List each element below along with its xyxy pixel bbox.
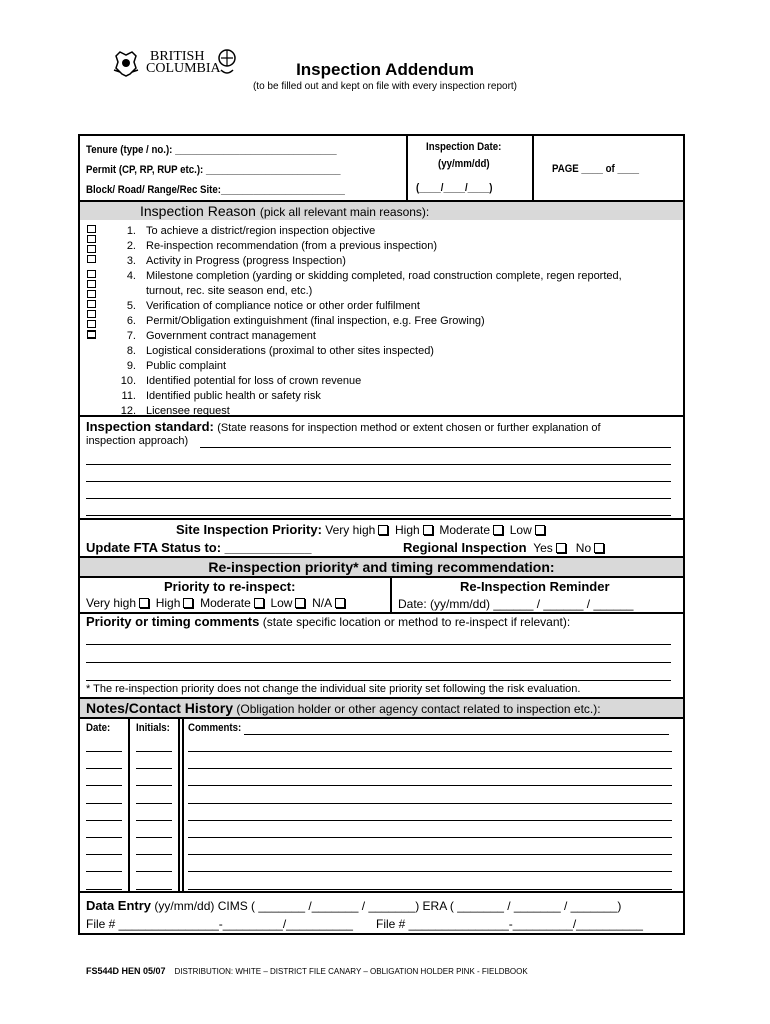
reason-item — [112, 239, 622, 254]
reason-number: 8. — [126, 345, 136, 357]
divider — [80, 518, 683, 520]
reason-list — [112, 224, 622, 419]
opt-low: Low — [270, 596, 293, 610]
reason-text: Permit/Obligation extinguishment (final inspection, e.g. Free Growing) — [146, 315, 485, 327]
data-entry-row — [86, 898, 621, 913]
checkbox-high[interactable] — [183, 598, 193, 608]
reason-heading-title: Inspection Reason — [140, 203, 256, 219]
reason-item — [112, 329, 622, 344]
reason-item — [112, 284, 622, 299]
reason-text: To achieve a district/region inspection objective — [146, 225, 376, 237]
write-line[interactable] — [86, 481, 671, 482]
form-code: FS544D HEN 05/07 — [86, 966, 166, 976]
write-line[interactable] — [86, 662, 671, 663]
reason-number — [112, 284, 136, 299]
write-line[interactable] — [86, 498, 671, 499]
reason-number: 3. — [126, 255, 136, 267]
page-title: Inspection Addendum — [296, 60, 474, 79]
notes-write-line[interactable] — [188, 768, 672, 769]
page-subtitle: (to be filled out and kept on file with every inspection report) — [252, 81, 518, 92]
notes-write-line[interactable] — [188, 889, 672, 890]
inspection-form — [78, 134, 685, 935]
reason-number: 12. — [120, 405, 136, 417]
divider — [80, 576, 683, 578]
checkbox-no[interactable] — [594, 543, 604, 553]
notes-write-line[interactable] — [86, 803, 122, 804]
notes-write-line[interactable] — [188, 751, 672, 752]
opt-high: High — [155, 596, 181, 610]
notes-heading — [86, 700, 601, 716]
reinspect-options — [86, 596, 345, 610]
notes-write-line[interactable] — [188, 854, 672, 855]
reason-number: 6. — [126, 315, 136, 327]
standard-note: (State reasons for inspection method or extent chosen or further explanation of — [217, 422, 601, 434]
tenure-field[interactable]: Tenure (type / no.): ______________________________ — [86, 144, 337, 156]
opt-na: N/A — [312, 596, 333, 610]
reason-item — [112, 254, 622, 269]
form-footer — [86, 966, 528, 976]
divider — [178, 717, 180, 891]
opt-moderate: Moderate — [200, 596, 251, 610]
site-priority-row — [176, 522, 545, 537]
checkbox-low[interactable] — [295, 598, 305, 608]
reason-text: Milestone completion (yarding or skidding completed, road construction complete, regen reported, — [146, 270, 622, 282]
notes-write-line[interactable] — [86, 837, 122, 838]
reason-item — [112, 374, 622, 389]
divider — [390, 576, 392, 612]
notes-write-line[interactable] — [136, 837, 172, 838]
reinspect-heading: Re-inspection priority* and timing recommendation: — [208, 559, 555, 575]
fta-status-field[interactable]: Update FTA Status to: ____________ — [86, 540, 312, 555]
write-line[interactable] — [86, 644, 671, 645]
divider — [532, 136, 534, 202]
reason-number: 1. — [126, 225, 136, 237]
checkbox-na[interactable] — [335, 598, 345, 608]
reason-item — [112, 359, 622, 374]
checkbox-low[interactable] — [535, 525, 545, 535]
opt-no: No — [575, 541, 592, 555]
notes-write-line[interactable] — [136, 854, 172, 855]
notes-title: Notes/Contact History — [86, 700, 234, 716]
notes-write-line[interactable] — [86, 871, 122, 872]
reason-item — [112, 389, 622, 404]
reason-number: 4. — [126, 270, 136, 282]
notes-write-line[interactable] — [86, 889, 122, 890]
opt-very-high: Very high — [325, 523, 376, 537]
regional-row — [403, 540, 604, 555]
opt-high: High — [394, 523, 420, 537]
notes-write-line[interactable] — [136, 820, 172, 821]
regional-label: Regional Inspection — [403, 540, 527, 555]
divider — [128, 717, 130, 891]
site-priority-label: Site Inspection Priority: — [176, 522, 322, 537]
reason-number: 2. — [126, 240, 136, 252]
comments-title: Priority or timing comments — [86, 614, 260, 629]
reason-checkboxes[interactable] — [87, 331, 96, 341]
reason-item — [112, 314, 622, 329]
divider — [182, 717, 184, 891]
reason-text: Logistical considerations (proximal to other sites inspected) — [146, 345, 434, 357]
permit-field[interactable]: Permit (CP, RP, RUP etc.): _________________________ — [86, 164, 341, 176]
reason-number: 7. — [126, 330, 136, 342]
comments-heading — [86, 614, 570, 629]
reason-number: 5. — [126, 300, 136, 312]
reason-item — [112, 299, 622, 314]
checkbox-yes[interactable] — [556, 543, 566, 553]
reason-text: Re-inspection recommendation (from a previous inspection) — [146, 240, 438, 252]
notes-write-line[interactable] — [188, 820, 672, 821]
opt-low: Low — [509, 523, 532, 537]
divider — [80, 891, 683, 893]
notes-write-line[interactable] — [188, 871, 672, 872]
col-initials: Initials: — [136, 722, 170, 734]
page-counter-field[interactable]: PAGE ____ of ____ — [552, 163, 639, 175]
reminder-date-field[interactable]: Date: (yy/mm/dd) ______ / ______ / ______ — [398, 597, 634, 611]
comments-note: (state specific location or method to re-inspect if relevant): — [262, 615, 571, 629]
date-label: Inspection Date: — [426, 141, 502, 153]
standard-title: Inspection standard: — [86, 419, 214, 434]
divider — [406, 136, 408, 202]
standard-note-cont: inspection approach) — [86, 435, 189, 447]
reason-checkboxes[interactable] — [87, 225, 96, 265]
write-line[interactable] — [86, 680, 671, 681]
write-line[interactable] — [86, 464, 671, 465]
checkbox-very-high[interactable] — [139, 598, 149, 608]
reason-text: Activity in Progress (progress Inspection) — [146, 255, 346, 267]
reason-item — [112, 269, 622, 284]
opt-moderate: Moderate — [439, 523, 491, 537]
reinspect-footnote: * The re-inspection priority does not change the individual site priority set following the risk evaluation. — [86, 683, 581, 695]
block-field[interactable]: Block/ Road/ Range/Rec Site:_______________________ — [86, 184, 345, 196]
reason-number: 11. — [121, 390, 136, 402]
opt-yes: Yes — [533, 541, 553, 555]
standard-heading — [86, 419, 601, 434]
col-comments — [188, 722, 619, 734]
divider — [80, 415, 683, 417]
notes-write-line[interactable] — [86, 785, 122, 786]
notes-write-line[interactable] — [86, 751, 122, 752]
reminder-heading: Re-Inspection Reminder — [460, 579, 610, 594]
write-line[interactable] — [200, 447, 671, 448]
distribution-note: DISTRIBUTION: WHITE – DISTRICT FILE CANARY – OBLIGATION HOLDER PINK - FIELDBOOK — [174, 967, 528, 976]
reason-text: Public complaint — [146, 360, 227, 372]
file-field-2[interactable]: File # _______________-_________/__________ — [376, 917, 643, 931]
divider — [80, 717, 683, 719]
logo-line1: BRITISH — [150, 49, 205, 64]
notes-write-line[interactable] — [136, 803, 172, 804]
reason-text: Government contract management — [146, 330, 316, 342]
notes-write-line[interactable] — [188, 803, 672, 804]
notes-write-line[interactable] — [188, 785, 672, 786]
write-line[interactable] — [86, 515, 671, 516]
col-date: Date: — [86, 722, 111, 734]
notes-write-line[interactable] — [136, 889, 172, 890]
priority-reinspect-heading: Priority to re-inspect: — [164, 579, 296, 594]
notes-write-line[interactable] — [86, 854, 122, 855]
reason-text: Licensee request — [146, 405, 230, 417]
checkbox-moderate[interactable] — [254, 598, 264, 608]
notes-write-line[interactable] — [136, 785, 172, 786]
reason-text: turnout, rec. site season end, etc.) — [146, 285, 313, 297]
col-comments-label: Comments: — [188, 722, 242, 734]
opt-very-high: Very high — [86, 596, 137, 610]
reason-heading-note: (pick all relevant main reasons): — [259, 205, 430, 219]
reason-checkboxes[interactable] — [87, 270, 96, 340]
logo-line2: COLUMBIA — [146, 61, 221, 76]
file-field-1[interactable]: File # _______________-_________/__________ — [86, 917, 353, 931]
data-entry-label: Data Entry — [86, 898, 152, 913]
reason-number: 10. — [120, 375, 136, 387]
notes-write-line[interactable] — [86, 820, 122, 821]
reason-text: Identified potential for loss of crown revenue — [146, 375, 362, 387]
notes-write-line[interactable] — [136, 751, 172, 752]
reason-item — [112, 344, 622, 359]
notes-write-line[interactable] — [188, 837, 672, 838]
notes-note: (Obligation holder or other agency contact related to inspection etc.): — [236, 702, 601, 716]
data-entry-fields[interactable]: (yy/mm/dd) CIMS ( _______ /_______ / _______) ERA ( _______ / _______ / _______) — [154, 899, 622, 913]
reason-number: 9. — [126, 360, 136, 372]
reason-text: Verification of compliance notice or other order fulfilment — [146, 300, 420, 312]
notes-write-line[interactable] — [86, 768, 122, 769]
checkbox-moderate[interactable] — [493, 525, 503, 535]
notes-write-line[interactable] — [136, 768, 172, 769]
write-line[interactable] — [244, 734, 669, 735]
reason-item — [112, 224, 622, 239]
reason-heading — [140, 203, 429, 219]
inspection-date-field[interactable]: (____/____/____) — [416, 182, 493, 194]
notes-write-line[interactable] — [136, 871, 172, 872]
checkbox-high[interactable] — [423, 525, 433, 535]
checkbox-very-high[interactable] — [378, 525, 388, 535]
date-format: (yy/mm/dd) — [438, 158, 490, 170]
reason-text: Identified public health or safety risk — [146, 390, 321, 402]
